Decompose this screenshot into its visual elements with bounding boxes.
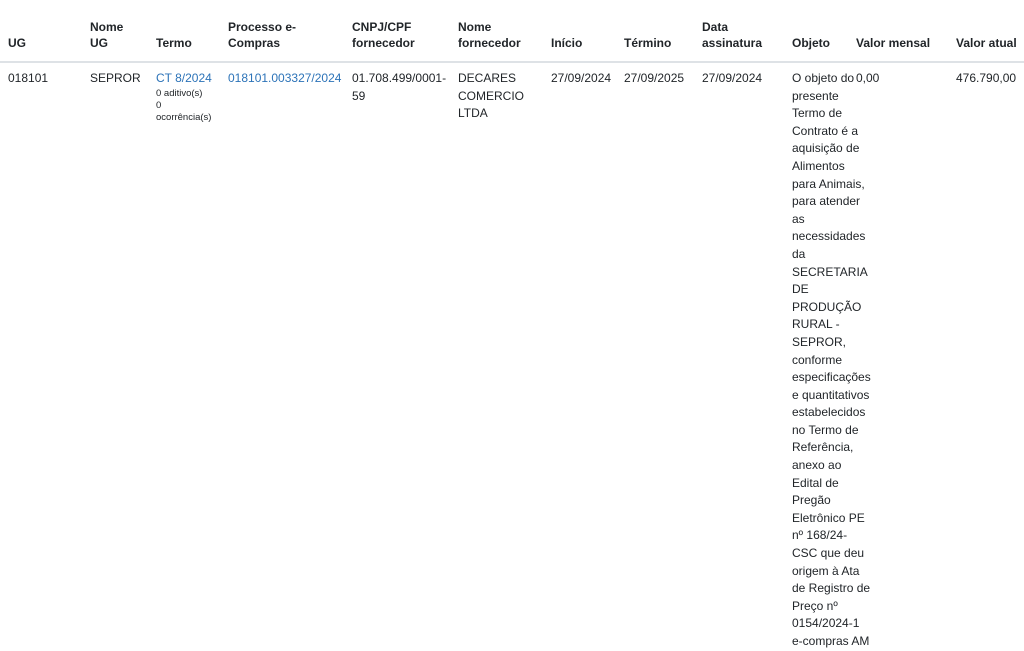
header-row — [0, 0, 1024, 62]
cell-termo — [148, 62, 220, 651]
header-nome-ug[interactable]: Nome UG — [82, 0, 148, 62]
header-inicio[interactable]: Início — [543, 0, 616, 62]
header-cnpj[interactable]: CNPJ/CPF fornecedor — [344, 0, 450, 62]
header-processo[interactable]: Processo e-Compras — [220, 0, 344, 62]
cell-ug: 018101 — [8, 71, 49, 85]
objeto-text: O objeto do presente Termo de Contrato é a aquisição de Alimentos para Animais, para atender as necessidades da SECRETARIA DE PRODUÇÃO RURAL - SEPROR, conforme especificações e quantitativos estabelecidos no Termo de Referência, anexo ao Edital de Pregão Eletrônico PE nº 168/24-CSC que deu origem à Ata de Registro de Preço nº 0154/2024-1 e-compras AM — [792, 71, 871, 648]
cell-nome-ug: SEPROR — [90, 71, 141, 85]
header-termino[interactable]: Término — [616, 0, 694, 62]
header-objeto[interactable]: Objeto — [784, 0, 848, 62]
table-header — [0, 0, 1024, 62]
cell-valor-mensal: 0,00 — [856, 71, 880, 85]
table-body — [0, 62, 1024, 651]
cell-nome-fornecedor: DECARES COMERCIO LTDA — [458, 71, 524, 121]
ocorrencias-label: ocorrência(s) — [156, 111, 212, 123]
table-row — [0, 62, 1024, 651]
header-valor-mensal[interactable]: Valor mensal — [848, 0, 948, 62]
header-ug[interactable]: UG — [0, 0, 82, 62]
header-data-assinatura[interactable]: Data assinatura — [694, 0, 784, 62]
aditivos-count: 0 aditivo(s) — [156, 87, 203, 99]
cell-valor-atual: 476.790,00 — [956, 71, 1017, 85]
termo-link[interactable]: CT 8/2024 — [156, 71, 212, 85]
cell-data-assinatura: 27/09/2024 — [702, 71, 763, 85]
processo-link[interactable]: 018101.003327/2024 — [228, 71, 342, 85]
cell-termino: 27/09/2025 — [624, 71, 685, 85]
cell-processo — [220, 62, 344, 651]
cell-cnpj: 01.708.499/0001-59 — [352, 71, 447, 103]
ocorrencias-count: 0 — [156, 99, 162, 111]
header-nome-fornecedor[interactable]: Nome fornecedor — [450, 0, 543, 62]
cell-inicio: 27/09/2024 — [551, 71, 612, 85]
header-termo[interactable]: Termo — [148, 0, 220, 62]
header-valor-atual[interactable]: Valor atual — [948, 0, 1024, 62]
